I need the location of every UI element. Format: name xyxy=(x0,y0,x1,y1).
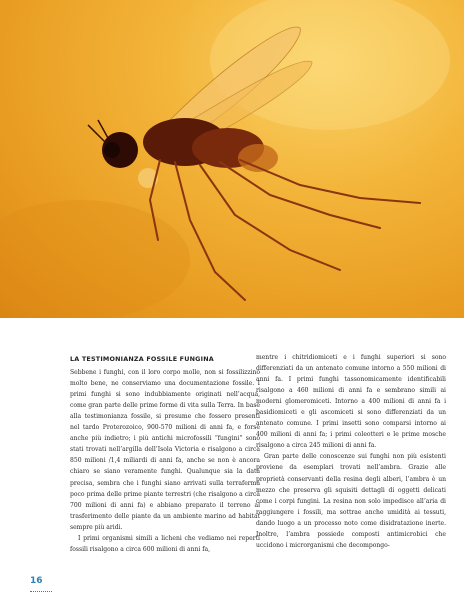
folio-divider xyxy=(30,591,52,592)
paragraph: Gran parte delle conoscenze sui funghi non più esistenti proviene da esemplari trovati nell’ambra. Grazie alle proprietà conservanti della resina degli alberi, l’ambra è un mezzo che preserva gli squisiti dettagli di oggetti delicati come i corpi fungini. La resina non solo impedisce all’aria di raggiungere i fossili, ma sottrae anche umidità ai tessuti, dando luogo a un processo noto come disidratazione inerte. Inoltre, l’ambra possiede composti antimicrobici che uccidono i microrganismi che decompongo- xyxy=(256,453,446,549)
text-column-left xyxy=(70,354,260,555)
paragraph: I primi organismi simili a licheni che vediamo nei reperti fossili risalgono a circa 600 milioni di anni fa, xyxy=(70,534,260,553)
text-column-right xyxy=(256,352,446,551)
section-heading: LA TESTIMONIANZA FOSSILE FUNGINA xyxy=(70,355,214,363)
paragraph: mentre i chitridiomiceti e i funghi superiori si sono differenziati da un antenato comune intorno a 550 milioni di anni fa. I primi funghi tassonomicamente identificabili risalgono a 460 milioni di anni fa e sembrano simili ai moderni glomeromiceti. Intorno a 400 milioni di anni fa i basidiomiceti e gli ascomiceti si sono differenziati da un antenato comune. I primi insetti sono comparsi intorno ai 400 milioni di anni fa; i primi coleotteri e le prime mosche risalgono a circa 245 milioni di anni fa. xyxy=(256,354,446,450)
article-body xyxy=(0,318,464,604)
page-number: 16 xyxy=(30,576,43,586)
paragraph: Sebbene i funghi, con il loro corpo molle, non si fossilizzino molto bene, ne conserviamo una documentazione fossile. I primi funghi si sono indubbiamente originati nell’acqua, come gran parte delle prime forme di vita sulla Terra. In base alla testimonianza fossile, si presume che fossero presenti nel tardo Proterozoico, 900-570 milioni di anni fa, e forse anche più indietro; i più antichi microfossili “fungini” sono stati trovati nell’argilla dell’Isola Victoria e risalgono a circa 850 milioni /1,4 miliardi di anni fa, anche se non è ancora chiaro se siano veramente funghi. Qualunque sia la data precisa, sembra che i funghi siano arrivati sulla terraferma poco prima delle prime piante terrestri (che risalgono a circa 700 milioni di anni fa) e abbiano preparato il terreno al trasferimento delle piante da un ambiente marino ad habitat sempre più aridi. xyxy=(70,369,260,531)
